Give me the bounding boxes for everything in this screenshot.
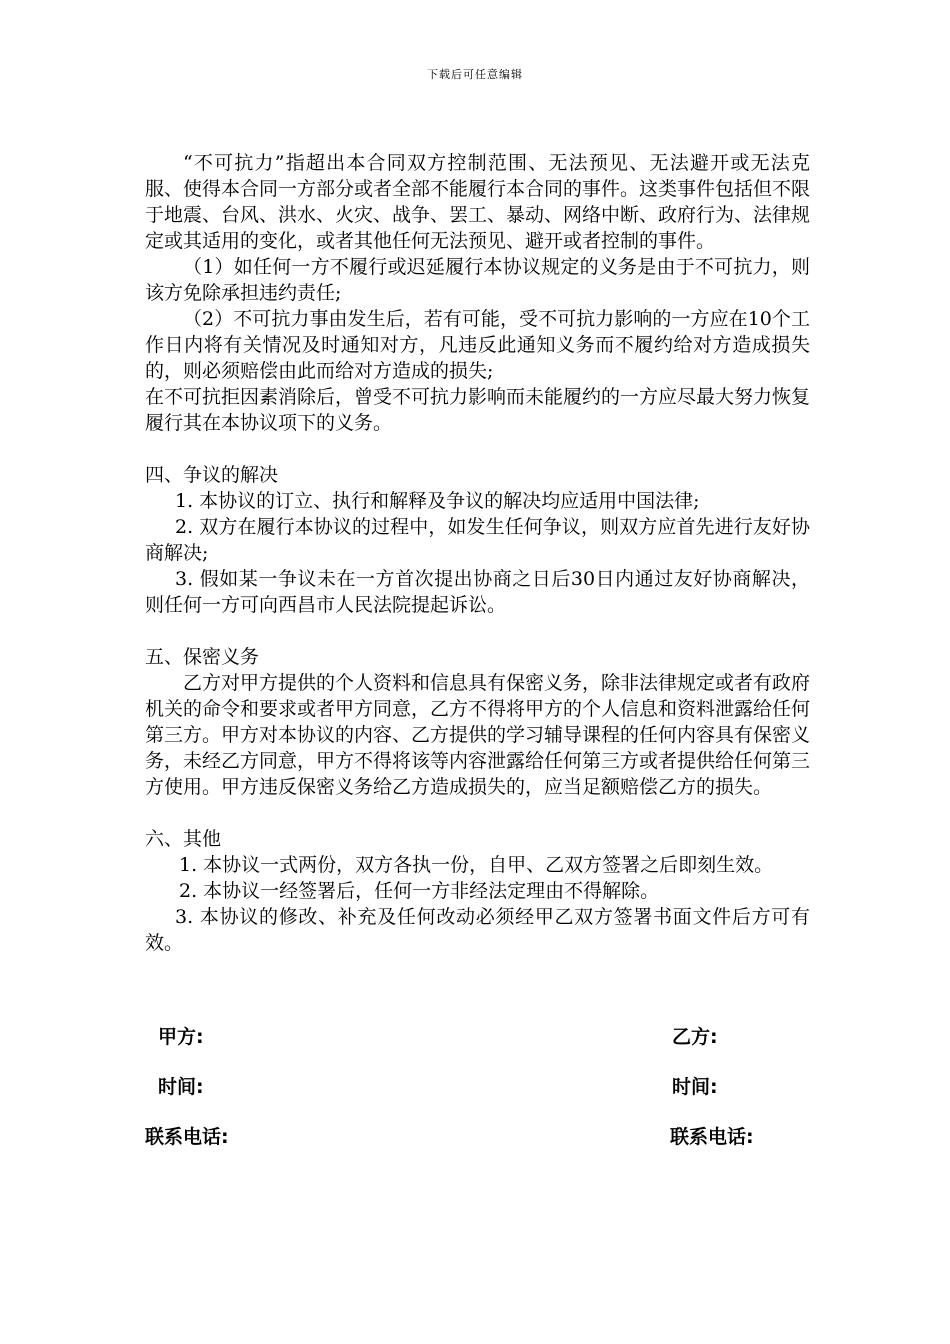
force-majeure-item-1: （1）如任何一方不履行或迟延履行本协议规定的义务是由于不可抗力，则该方免除承担违约责任; [145,256,810,304]
page-header: 下载后可任意编辑 [427,68,523,81]
party-b-label: 乙方: [672,1026,718,1048]
phone-b-label: 联系电话: [670,1126,754,1148]
force-majeure-item-2: （2）不可抗力事由发生后，若有可能，受不可抗力影响的一方应在10个工作日内将有关情况及时通知对方，凡违反此通知义务而不履约给对方造成损失的，则必须赔偿由此而给对方造成的损失; [145,308,810,382]
section-6-item-3: 3. 本协议的修改、补充及任何改动必须经甲乙双方签署书面文件后方可有效。 [145,906,810,954]
section-4-item-1: 1. 本协议的订立、执行和解释及争议的解决均应适用中国法律; [175,490,700,512]
time-a-label: 时间: [158,1076,204,1098]
time-b-label: 时间: [672,1076,718,1098]
document-body [145,150,810,956]
force-majeure-definition: “不可抗力”指超出本合同双方控制范围、无法预见、无法避开或无法克服、使得本合同一方部分或者全部不能履行本合同的事件。这类事件包括但不限于地震、台风、洪水、火灾、战争、罢工、暴动、网络中断、政府行为、法律规定或其适用的变化，或者其他任何无法预见、避开或者控制的事件。 [145,152,811,252]
section-5-text: 乙方对甲方提供的个人资料和信息具有保密义务，除非法律规定或者有政府机关的命令和要求或者甲方同意，乙方不得将甲方的个人信息和资料泄露给任何第三方。甲方对本协议的内容、乙方提供的学习辅导课程的任何内容具有保密义务，未经乙方同意，甲方不得将该等内容泄露给任何第三方或者提供给任何第三方使用。甲方违反保密义务给乙方造成损失的，应当足额赔偿乙方的损失。 [145,672,811,798]
section-6-item-1: 1. 本协议一式两份，双方各执一份，自甲、乙双方签署之后即刻生效。 [179,854,774,876]
section-4-item-2: 2. 双方在履行本协议的过程中，如发生任何争议，则双方应首先进行友好协商解决; [145,516,810,564]
phone-a-label: 联系电话: [145,1126,229,1148]
section-6-item-2: 2. 本协议一经签署后，任何一方非经法定理由不得解除。 [179,880,660,902]
section-5-title: 五、保密义务 [145,646,260,668]
force-majeure-item-3: 在不可抗拒因素消除后，曾受不可抗力影响而未能履约的一方应尽最大努力恢复履行其在本协议项下的义务。 [145,386,811,434]
section-6-title: 六、其他 [145,828,222,850]
section-4-item-3: 3. 假如某一争议未在一方首次提出协商之日后30日内通过友好协商解决，则任何一方可向西昌市人民法院提起诉讼。 [145,568,810,616]
party-a-label: 甲方: [158,1026,204,1048]
section-4-title: 四、争议的解决 [145,464,279,486]
